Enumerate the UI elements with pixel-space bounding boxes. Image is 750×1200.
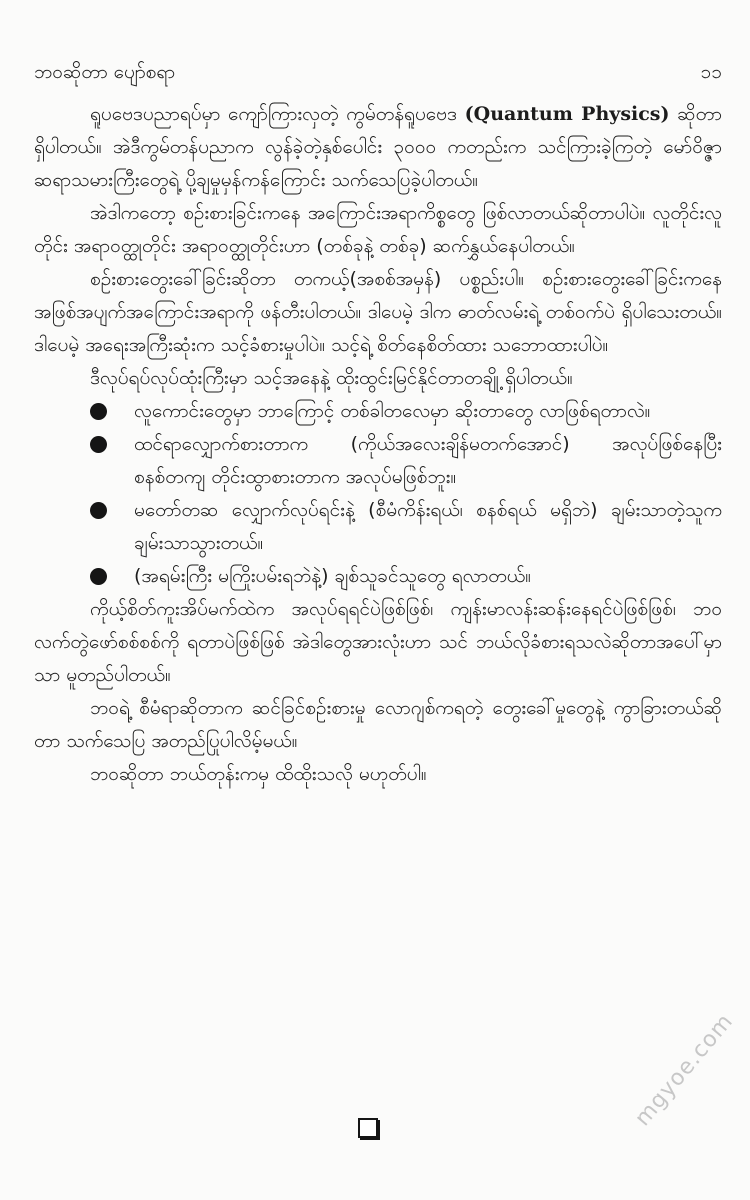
bullet-icon	[90, 568, 107, 585]
page-header	[34, 58, 722, 90]
page-number: ၁၁	[700, 61, 722, 83]
paragraph-6: ဘဝရဲ့ စီမံရာဆိုတာက ဆင်ခြင်စဉ်းစားမှု လောဂျစ်ကရတဲ့ တွေးခေါ်မှုတွေနဲ့ ကွာခြားတယ်ဆိုတာ သက်သေပြ အတည်ပြုပါလိမ့်မယ်။	[34, 697, 722, 752]
list-item	[34, 494, 722, 560]
paragraph-1-latin-term: (Quantum Physics)	[464, 103, 670, 125]
paragraph-7: ဘဝဆိုတာ ဘယ်တုန်းကမှ ထိထိုးသလို မဟုတ်ပါ။	[90, 763, 427, 785]
watermark: mgyoe.com	[629, 1008, 738, 1132]
list-item-text: (အရမ်းကြီး မကြိုးပမ်းရဘဲနဲ့) ချစ်သူခင်သူတွေ ရလာတယ်။	[134, 565, 531, 587]
paragraph-3: စဉ်းစားတွေးခေါ်ခြင်းဆိုတာ တကယ့်(အစစ်အမှန်) ပစ္စည်းပါ။ စဉ်းစားတွေးခေါ်ခြင်းကနေ အဖြစ်အပျက်အကြောင်းအရာကို ဖန်တီးပါတယ်။ ဒါပေမဲ့ ဒါက ဓာတ်လမ်းရဲ့ တစ်ဝက်ပဲ ရှိပါသေးတယ်။ ဒါပေမဲ့ အရေးအကြီးဆုံးက သင့်ခံစားမှုပါပဲ။ သင့်ရဲ့ စိတ်နေစိတ်ထား သဘောထားပါပဲ။	[34, 268, 722, 356]
paragraph-1	[34, 98, 722, 197]
list-item-text: ထင်ရာလျှောက်စားတာက (ကိုယ်အလေးချိန်မတက်အောင်) အလုပ်ဖြစ်နေပြီး စနစ်တကျ တိုင်းထွာစားတာက အလုပ်မဖြစ်ဘူး။	[134, 433, 722, 488]
list-item	[34, 428, 722, 494]
paragraph-1-text: ရူပဗေဒပညာရပ်မှာ ကျော်ကြားလှတဲ့ ကွမ်တန်ရူပဗေဒ	[90, 103, 457, 125]
list-item-text: မတော်တဆ လျှောက်လုပ်ရင်းနဲ့ (စီမံကိန်းရယ်၊ စနစ်ရယ် မရှိဘဲ) ချမ်းသာတဲ့သူက ချမ်းသာသွားတယ်။	[134, 499, 722, 554]
paragraph-5: ကိုယ့်စိတ်ကူးအိပ်မက်ထဲက အလုပ်ရရင်ပဲဖြစ်ဖြစ်၊ ကျန်းမာလန်းဆန်းနေရင်ပဲဖြစ်ဖြစ်၊ ဘဝလက်တွဲဖော်စစ်စစ်ကို ရတာပဲဖြစ်ဖြစ် အဲဒါတွေအားလုံးဟာ သင် ဘယ်လိုခံစားရသလဲဆိုတာအပေါ်မှာသာ မူတည်ပါတယ်။	[34, 598, 722, 686]
paragraph-2: အဲဒါကတော့ စဉ်းစားခြင်းကနေ အကြောင်းအရာကိစ္စတွေ ဖြစ်လာတယ်ဆိုတာပါပဲ။ လူတိုင်းလူတိုင်း အရာဝတ္ထုတိုင်း အရာဝတ္ထုတိုင်းဟာ (တစ်ခုနဲ့ တစ်ခု) ဆက်နွှယ်နေပါတယ်။	[34, 202, 722, 257]
page-body	[34, 98, 722, 791]
bullet-icon	[90, 436, 107, 453]
list-item	[34, 395, 722, 428]
running-title: ဘဝဆိုတာ ပျော်စရာ	[34, 61, 176, 83]
list-item	[34, 560, 722, 593]
paragraph-4: ဒီလုပ်ရပ်လုပ်ထုံးကြီးမှာ သင့်အနေနဲ့ ထိုးထွင်းမြင်နိုင်တာတချို့ ရှိပါတယ်။	[90, 367, 573, 389]
paragraph-1-continuation: ဆိုတာ ရှိပါတယ်။ အဲဒီကွမ်တန်ပညာက လွန်ခဲ့တဲ့နှစ်ပေါင်း ၃၀၀၀ ကတည်းက သင်ကြားခဲ့ကြတဲ့ မော်ဝိဇ္ဇာ ဆရာသမားကြီးတွေရဲ့ ပို့ချမှုမှန်ကန်ကြောင်း သက်သေပြခဲ့ပါတယ်။	[34, 103, 722, 191]
end-of-section-box-icon	[358, 1118, 378, 1138]
bullet-list	[34, 395, 722, 593]
list-item-text: လူကောင်းတွေမှာ ဘာကြောင့် တစ်ခါတလေမှာ ဆိုးတာတွေ လာဖြစ်ရတာလဲ။	[134, 400, 651, 422]
bullet-icon	[90, 403, 107, 420]
bullet-icon	[90, 502, 107, 519]
